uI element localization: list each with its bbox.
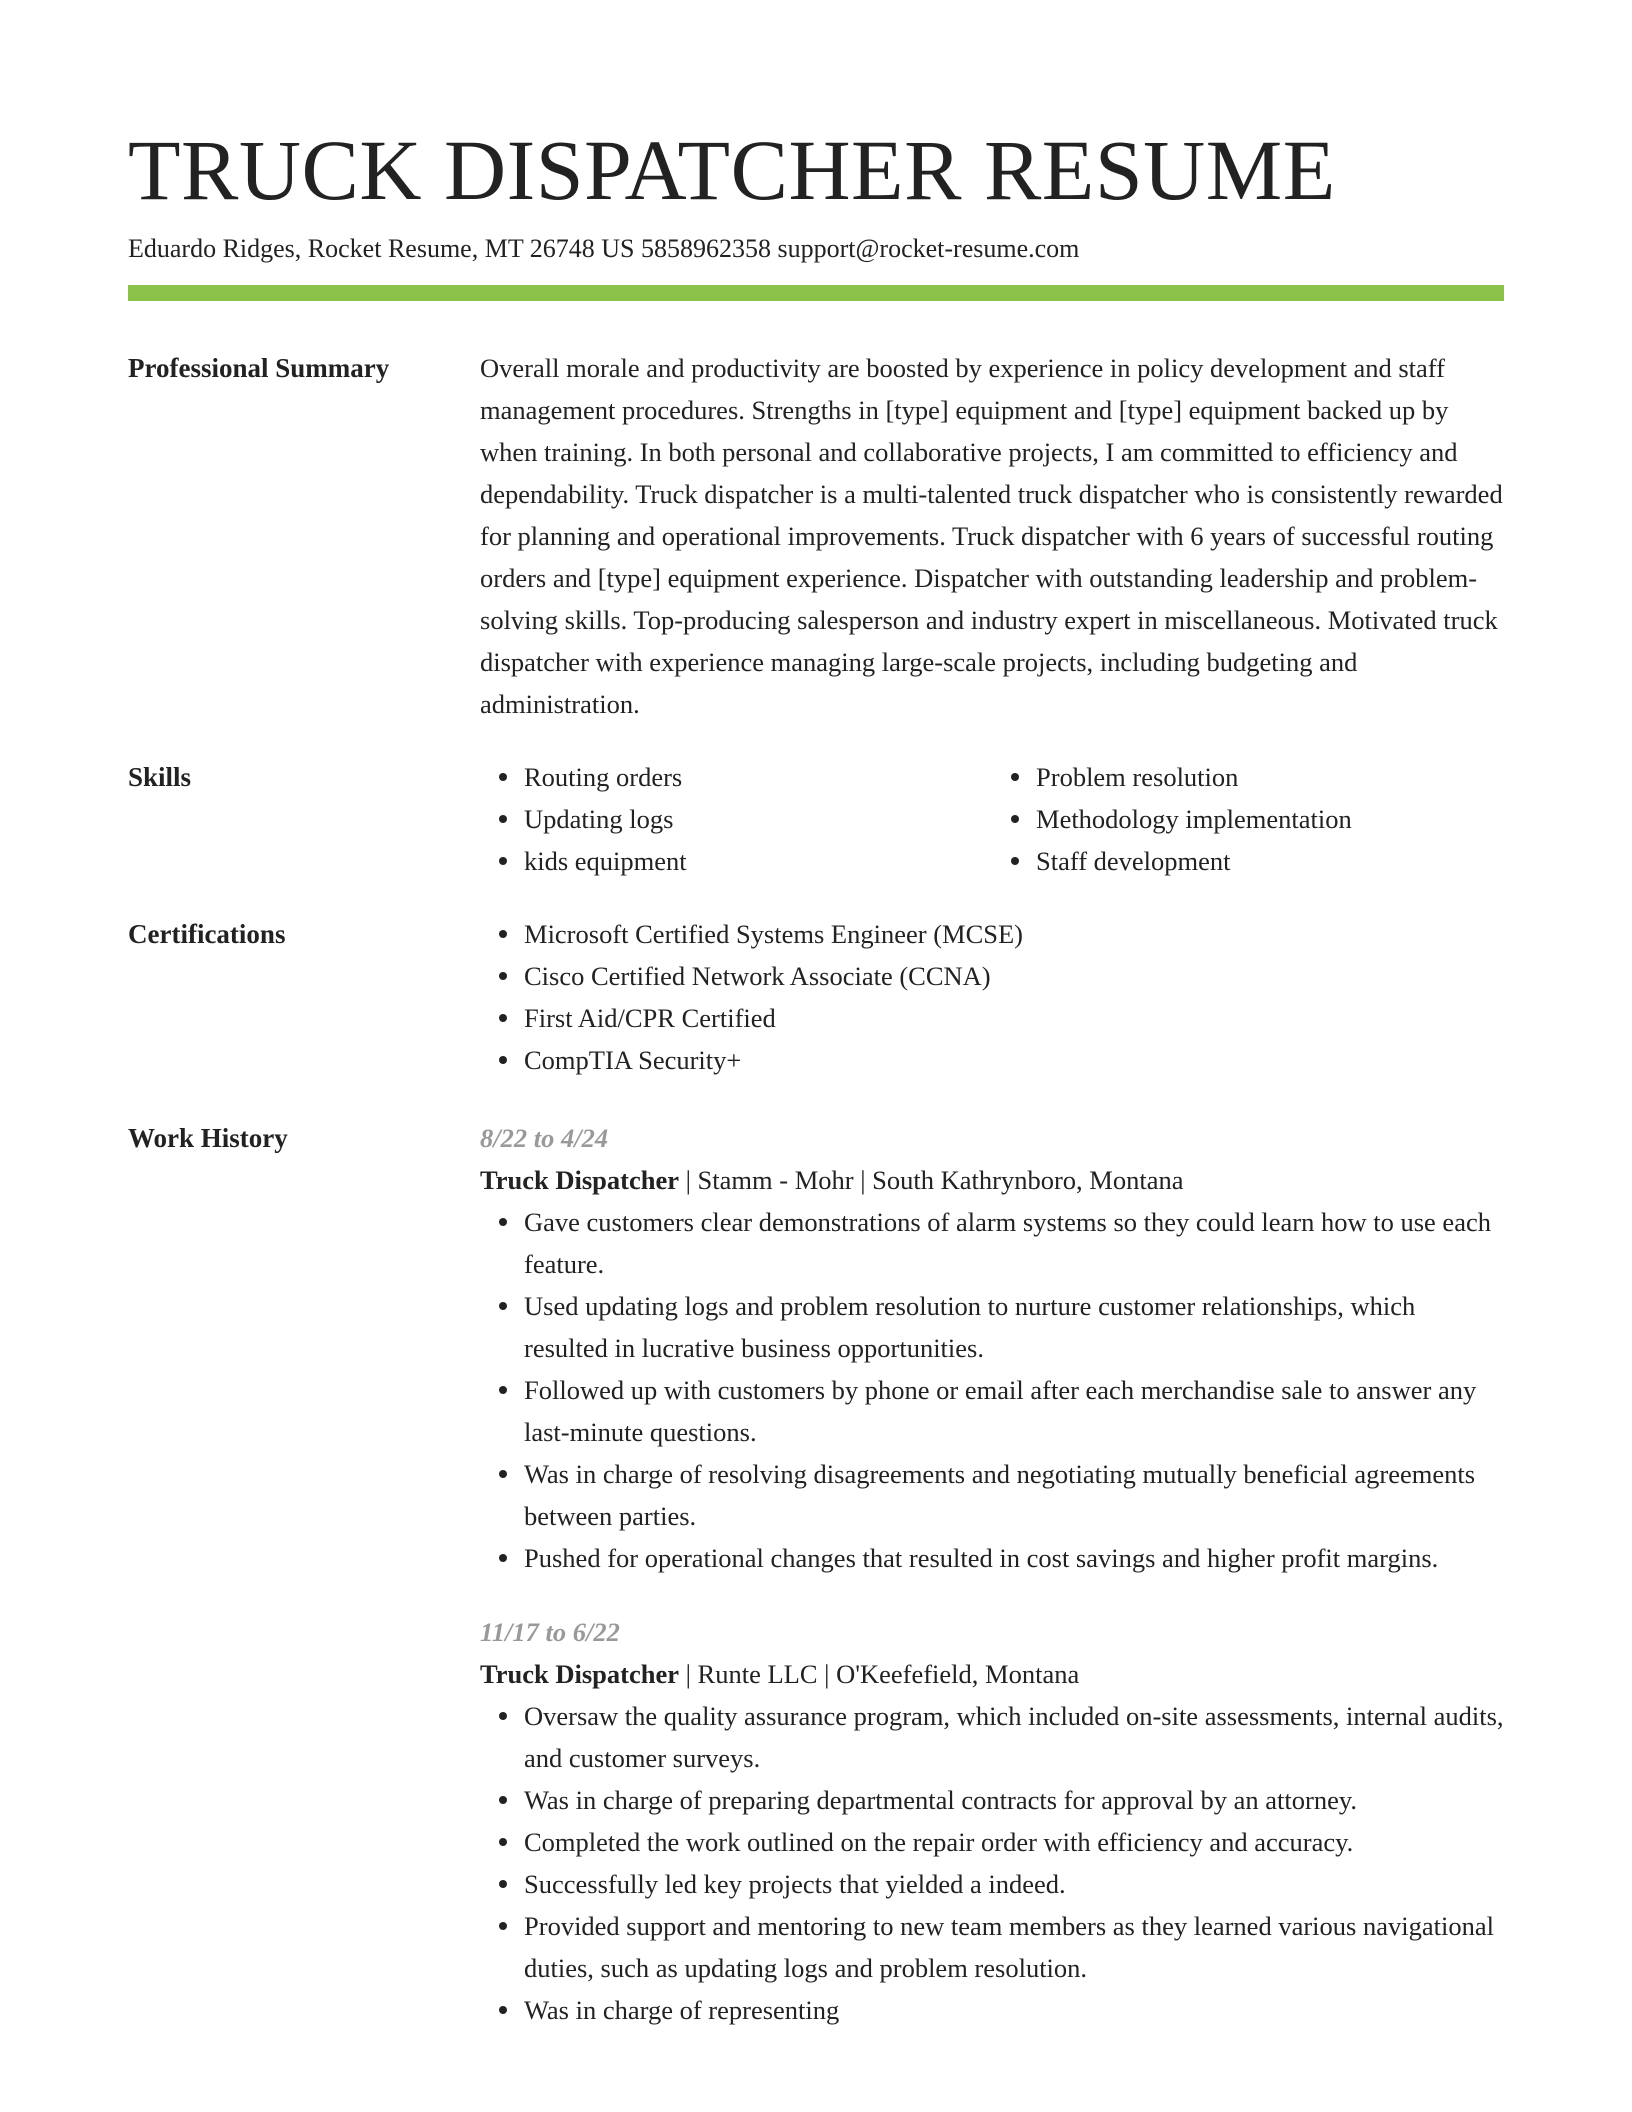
skill-item: Updating logs — [524, 798, 992, 840]
contact-line: Eduardo Ridges, Rocket Resume, MT 26748 US 5858962358 support@rocket-resume.com — [128, 234, 1080, 263]
job-dates: 8/22 to 4/24 — [480, 1123, 609, 1153]
skill-item: kids equipment — [524, 840, 992, 882]
resume-title: TRUCK DISPATCHER RESUME — [128, 122, 1336, 218]
section-label-work-history: Work History — [128, 1123, 288, 1153]
job-duty: Pushed for operational changes that resulted in cost savings and higher profit margins. — [524, 1537, 1504, 1579]
certification-item: Microsoft Certified Systems Engineer (MCSE) — [524, 913, 1504, 955]
job-entry — [480, 1611, 1504, 2031]
job-duty: Was in charge of resolving disagreements and negotiating mutually beneficial agreements between parties. — [524, 1453, 1504, 1537]
accent-divider — [128, 285, 1504, 301]
job-employer-location: | Runte LLC | O'Keefefield, Montana — [678, 1659, 1080, 1689]
job-heading — [480, 1653, 1504, 1695]
skills-list-left — [480, 756, 992, 882]
job-duty: Gave customers clear demonstrations of alarm systems so they could learn how to use each feature. — [524, 1201, 1504, 1285]
job-duty: Successfully led key projects that yielded a indeed. — [524, 1863, 1504, 1905]
job-duty: Was in charge of representing — [524, 1989, 1504, 2031]
job-dates: 11/17 to 6/22 — [480, 1617, 620, 1647]
job-duty: Provided support and mentoring to new team members as they learned various navigational duties, such as updating logs and problem resolution. — [524, 1905, 1504, 1989]
summary-text: Overall morale and productivity are boosted by experience in policy development and staff management procedures. Strengths in [type] equipment and [type] equipment backed up by when training. In both personal and collaborative projects, I am committed to efficiency and dependability. Truck dispatcher is a multi-talented truck dispatcher who is consistently rewarded for planning and operational improvements. Truck dispatcher with 6 years of successful routing orders and [type] equipment experience. Dispatcher with outstanding leadership and problem-solving skills. Top-producing salesperson and industry expert in miscellaneous. Motivated truck dispatcher with experience managing large-scale projects, including budgeting and administration. — [480, 353, 1503, 719]
job-heading — [480, 1159, 1504, 1201]
job-duty: Followed up with customers by phone or email after each merchandise sale to answer any last-minute questions. — [524, 1369, 1504, 1453]
job-duty: Completed the work outlined on the repair order with efficiency and accuracy. — [524, 1821, 1504, 1863]
job-duty: Used updating logs and problem resolution to nurture customer relationships, which resulted in lucrative business opportunities. — [524, 1285, 1504, 1369]
certification-item: Cisco Certified Network Associate (CCNA) — [524, 955, 1504, 997]
section-label-summary: Professional Summary — [128, 353, 390, 383]
certification-item: First Aid/CPR Certified — [524, 997, 1504, 1039]
job-entry — [480, 1117, 1504, 1579]
skills-list-right — [992, 756, 1504, 882]
skill-item: Staff development — [1036, 840, 1504, 882]
section-label-skills: Skills — [128, 762, 192, 792]
job-duty: Was in charge of preparing departmental contracts for approval by an attorney. — [524, 1779, 1504, 1821]
skill-item: Methodology implementation — [1036, 798, 1504, 840]
job-title: Truck Dispatcher — [480, 1165, 679, 1195]
skill-item: Routing orders — [524, 756, 992, 798]
job-duties-list — [480, 1695, 1504, 2031]
job-employer-location: | Stamm - Mohr | South Kathrynboro, Montana — [678, 1165, 1184, 1195]
job-duty: Oversaw the quality assurance program, which included on-site assessments, internal audits, and customer surveys. — [524, 1695, 1504, 1779]
certification-item: CompTIA Security+ — [524, 1039, 1504, 1081]
section-label-certifications: Certifications — [128, 919, 286, 949]
skill-item: Problem resolution — [1036, 756, 1504, 798]
job-duties-list — [480, 1201, 1504, 1579]
certifications-list — [480, 913, 1504, 1081]
job-title: Truck Dispatcher — [480, 1659, 679, 1689]
